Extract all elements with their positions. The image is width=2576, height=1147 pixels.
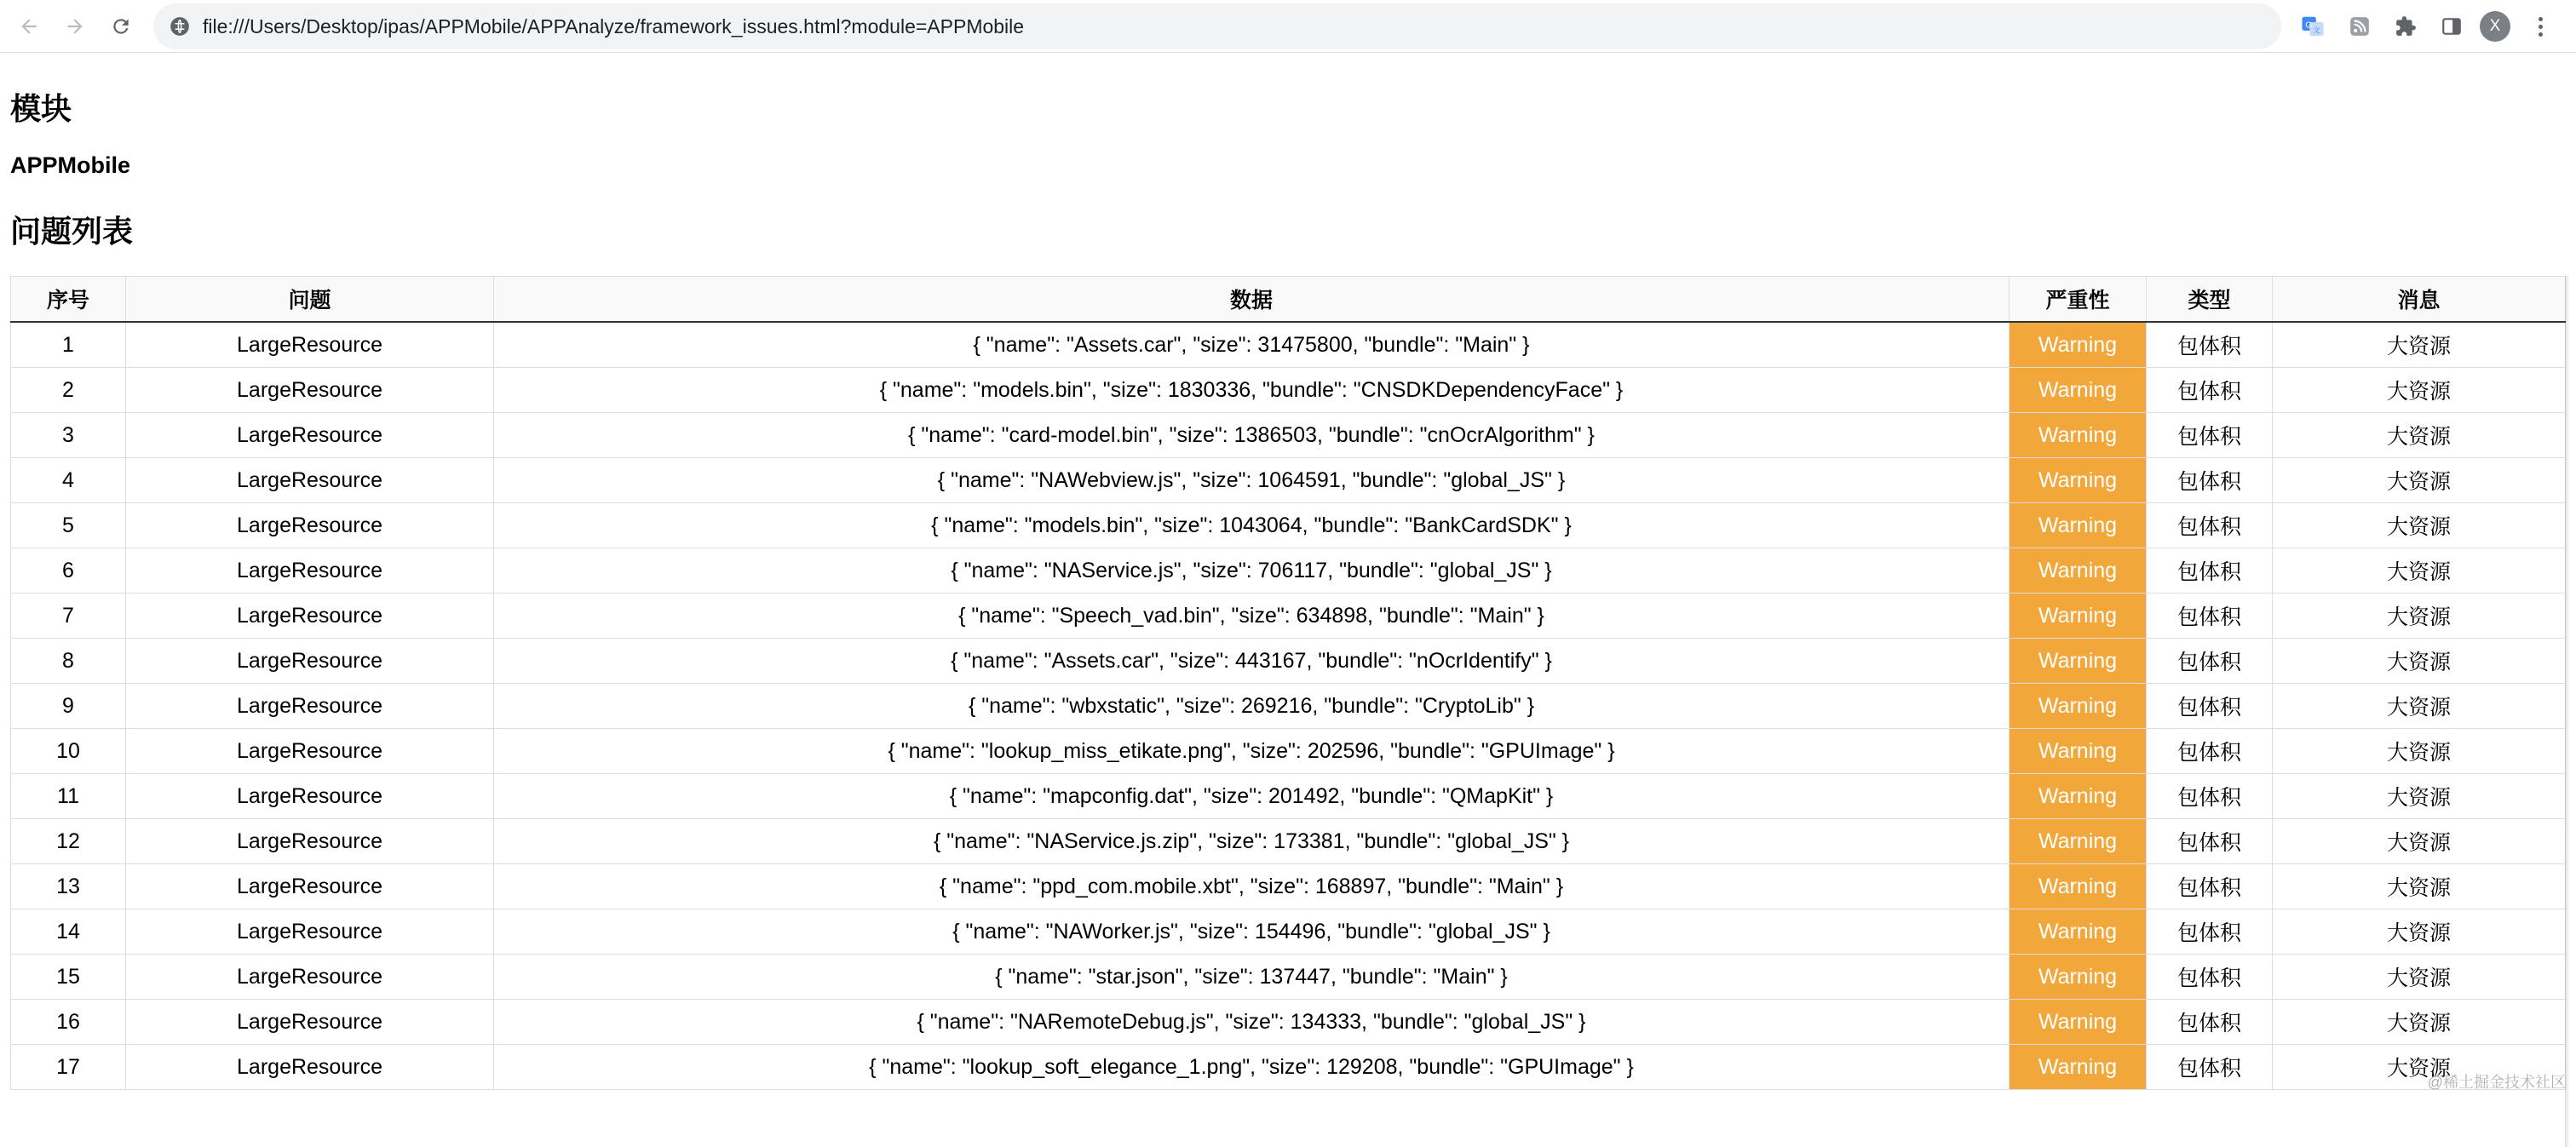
table-row (11, 458, 2566, 503)
cell-severity: Warning (2010, 819, 2147, 864)
table-row (11, 368, 2566, 413)
cell-type: 包体积 (2147, 864, 2273, 909)
cell-issue: LargeResource (126, 503, 494, 548)
cell-data: { "name": "star.json", "size": 137447, "bundle": "Main" } (494, 955, 2010, 1000)
cell-severity: Warning (2010, 729, 2147, 774)
cell-index: 16 (11, 1000, 126, 1045)
cell-issue: LargeResource (126, 1045, 494, 1090)
cell-issue: LargeResource (126, 774, 494, 819)
cell-message: 大资源 (2273, 819, 2566, 864)
cell-severity: Warning (2010, 1045, 2147, 1090)
cell-data: { "name": "lookup_soft_elegance_1.png", "size": 129208, "bundle": "GPUImage" } (494, 1045, 2010, 1090)
header-data: 数据 (494, 277, 2010, 323)
cell-index: 7 (11, 594, 126, 639)
cell-severity: Warning (2010, 639, 2147, 684)
cell-data: { "name": "card-model.bin", "size": 1386503, "bundle": "cnOcrAlgorithm" } (494, 413, 2010, 458)
cell-type: 包体积 (2147, 1045, 2273, 1090)
cell-type: 包体积 (2147, 774, 2273, 819)
cell-issue: LargeResource (126, 548, 494, 594)
table-row (11, 548, 2566, 594)
table-row (11, 819, 2566, 864)
forward-arrow-icon[interactable] (58, 10, 92, 43)
avatar-letter: X (2490, 17, 2501, 36)
back-arrow-icon[interactable] (12, 10, 46, 43)
cell-severity: Warning (2010, 684, 2147, 729)
cell-message: 大资源 (2273, 955, 2566, 1000)
watermark: @稀土掘金技术社区 (2428, 1070, 2566, 1093)
cell-severity: Warning (2010, 909, 2147, 955)
cell-message: 大资源 (2273, 639, 2566, 684)
browser-toolbar (0, 0, 2576, 53)
cell-type: 包体积 (2147, 548, 2273, 594)
cell-data: { "name": "Speech_vad.bin", "size": 634898, "bundle": "Main" } (494, 594, 2010, 639)
header-issue: 问题 (126, 277, 494, 323)
cell-message: 大资源 (2273, 909, 2566, 955)
cell-issue: LargeResource (126, 684, 494, 729)
module-heading: 模块 (10, 85, 72, 129)
table-row (11, 413, 2566, 458)
header-index: 序号 (11, 277, 126, 323)
cell-type: 包体积 (2147, 458, 2273, 503)
cell-data: { "name": "NAService.js.zip", "size": 173381, "bundle": "global_JS" } (494, 819, 2010, 864)
table-row (11, 1000, 2566, 1045)
header-message: 消息 (2273, 277, 2566, 323)
table-row (11, 639, 2566, 684)
table-row (11, 684, 2566, 729)
table-shadow (2565, 276, 2570, 1147)
cell-data: { "name": "models.bin", "size": 1043064, "bundle": "BankCardSDK" } (494, 503, 2010, 548)
table-row (11, 1045, 2566, 1090)
issues-table (10, 276, 2566, 1090)
cell-message: 大资源 (2273, 548, 2566, 594)
address-bar[interactable] (153, 3, 2281, 49)
cell-issue: LargeResource (126, 729, 494, 774)
cell-data: { "name": "NAService.js", "size": 706117, "bundle": "global_JS" } (494, 548, 2010, 594)
cell-data: { "name": "mapconfig.dat", "size": 201492, "bundle": "QMapKit" } (494, 774, 2010, 819)
cell-data: { "name": "NAWebview.js", "size": 1064591, "bundle": "global_JS" } (494, 458, 2010, 503)
cell-issue: LargeResource (126, 594, 494, 639)
cell-index: 17 (11, 1045, 126, 1090)
cell-index: 12 (11, 819, 126, 864)
cell-message: 大资源 (2273, 413, 2566, 458)
module-name: APPMobile (10, 152, 130, 179)
table-row (11, 774, 2566, 819)
cell-data: { "name": "ppd_com.mobile.xbt", "size": 168897, "bundle": "Main" } (494, 864, 2010, 909)
cell-severity: Warning (2010, 774, 2147, 819)
cell-index: 5 (11, 503, 126, 548)
header-severity: 严重性 (2010, 277, 2147, 323)
cell-severity: Warning (2010, 955, 2147, 1000)
cell-type: 包体积 (2147, 503, 2273, 548)
cell-issue: LargeResource (126, 955, 494, 1000)
cell-severity: Warning (2010, 503, 2147, 548)
table-header-row (11, 277, 2566, 323)
cell-severity: Warning (2010, 864, 2147, 909)
sidepanel-icon[interactable] (2436, 11, 2467, 42)
cell-severity: Warning (2010, 548, 2147, 594)
issue-list-heading: 问题列表 (10, 208, 133, 251)
cell-type: 包体积 (2147, 639, 2273, 684)
cell-data: { "name": "lookup_miss_etikate.png", "size": 202596, "bundle": "GPUImage" } (494, 729, 2010, 774)
cell-issue: LargeResource (126, 322, 494, 368)
cell-index: 15 (11, 955, 126, 1000)
cell-message: 大资源 (2273, 774, 2566, 819)
site-info-icon[interactable] (169, 15, 191, 37)
cell-index: 10 (11, 729, 126, 774)
cell-message: 大资源 (2273, 503, 2566, 548)
header-type: 类型 (2147, 277, 2273, 323)
cell-data: { "name": "NARemoteDebug.js", "size": 134333, "bundle": "global_JS" } (494, 1000, 2010, 1045)
url-text[interactable]: file:///Users/Desktop/ipas/APPMobile/APPAnalyze/framework_issues.html?module=APPMobile (203, 16, 1024, 37)
cell-index: 1 (11, 322, 126, 368)
cell-severity: Warning (2010, 594, 2147, 639)
table-row (11, 322, 2566, 368)
table-row (11, 909, 2566, 955)
cell-index: 14 (11, 909, 126, 955)
cell-message: 大资源 (2273, 864, 2566, 909)
cell-type: 包体积 (2147, 729, 2273, 774)
cell-issue: LargeResource (126, 1000, 494, 1045)
cell-index: 11 (11, 774, 126, 819)
cell-issue: LargeResource (126, 819, 494, 864)
cell-issue: LargeResource (126, 368, 494, 413)
cell-type: 包体积 (2147, 368, 2273, 413)
cell-index: 2 (11, 368, 126, 413)
cell-severity: Warning (2010, 368, 2147, 413)
cell-issue: LargeResource (126, 909, 494, 955)
table-row (11, 729, 2566, 774)
cell-severity: Warning (2010, 458, 2147, 503)
cell-severity: Warning (2010, 1000, 2147, 1045)
cell-data: { "name": "models.bin", "size": 1830336, "bundle": "CNSDKDependencyFace" } (494, 368, 2010, 413)
rss-icon[interactable] (2344, 11, 2375, 42)
cell-message: 大资源 (2273, 322, 2566, 368)
cell-type: 包体积 (2147, 322, 2273, 368)
cell-index: 9 (11, 684, 126, 729)
cell-type: 包体积 (2147, 955, 2273, 1000)
cell-message: 大资源 (2273, 684, 2566, 729)
cell-type: 包体积 (2147, 1000, 2273, 1045)
cell-severity: Warning (2010, 322, 2147, 368)
cell-index: 6 (11, 548, 126, 594)
puzzle-extension-icon[interactable] (2390, 11, 2421, 42)
cell-type: 包体积 (2147, 819, 2273, 864)
svg-text:文: 文 (2313, 26, 2320, 36)
cell-issue: LargeResource (126, 413, 494, 458)
cell-type: 包体积 (2147, 594, 2273, 639)
table-body (11, 322, 2566, 1090)
cell-index: 13 (11, 864, 126, 909)
more-vert-icon[interactable] (2528, 11, 2552, 42)
table-row (11, 503, 2566, 548)
table-row (11, 955, 2566, 1000)
avatar[interactable] (2480, 11, 2510, 42)
reload-icon[interactable] (104, 10, 138, 43)
cell-index: 4 (11, 458, 126, 503)
cell-issue: LargeResource (126, 458, 494, 503)
cell-message: 大资源 (2273, 594, 2566, 639)
cell-index: 8 (11, 639, 126, 684)
cell-severity: Warning (2010, 413, 2147, 458)
cell-issue: LargeResource (126, 864, 494, 909)
cell-message: 大资源 (2273, 458, 2566, 503)
cell-data: { "name": "NAWorker.js", "size": 154496, "bundle": "global_JS" } (494, 909, 2010, 955)
cell-type: 包体积 (2147, 413, 2273, 458)
cell-issue: LargeResource (126, 639, 494, 684)
cell-data: { "name": "wbxstatic", "size": 269216, "bundle": "CryptoLib" } (494, 684, 2010, 729)
cell-type: 包体积 (2147, 909, 2273, 955)
cell-message: 大资源 (2273, 729, 2566, 774)
cell-message: 大资源 (2273, 1000, 2566, 1045)
cell-type: 包体积 (2147, 684, 2273, 729)
svg-text:G: G (2305, 20, 2312, 30)
cell-message: 大资源 (2273, 368, 2566, 413)
table-row (11, 594, 2566, 639)
cell-index: 3 (11, 413, 126, 458)
table-row (11, 864, 2566, 909)
cell-data: { "name": "Assets.car", "size": 443167, "bundle": "nOcrIdentify" } (494, 639, 2010, 684)
cell-message: 大资源 (2273, 1045, 2566, 1090)
translate-icon[interactable] (2297, 11, 2328, 42)
cell-data: { "name": "Assets.car", "size": 31475800, "bundle": "Main" } (494, 322, 2010, 368)
